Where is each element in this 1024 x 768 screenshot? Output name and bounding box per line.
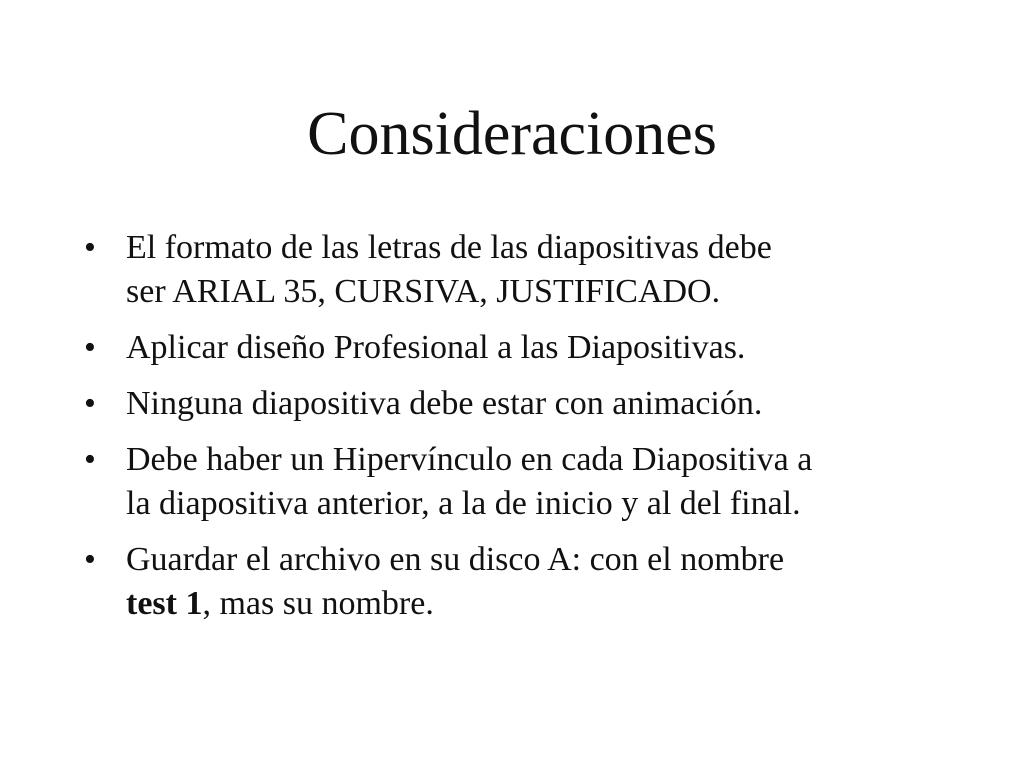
bullet-list	[84, 226, 964, 638]
bullet-text-line: Guardar el archivo en su disco A: con el nombre	[126, 541, 785, 578]
bullet-text-line-mixed	[126, 582, 964, 626]
bullet-text-line: El formato de las letras de las diapositivas debe	[126, 229, 772, 266]
bullet-item-1	[84, 226, 964, 314]
bullet-item-2	[84, 326, 964, 370]
slide-title: Consideraciones	[307, 100, 717, 168]
bullet-icon: •	[84, 229, 96, 266]
bullet-icon: •	[84, 329, 96, 366]
bold-filename: test 1	[126, 585, 203, 622]
bullet-text-line: Debe haber un Hipervínculo en cada Diapositiva a	[126, 441, 813, 478]
bullet-text-line: Aplicar diseño Profesional a las Diapositivas.	[126, 329, 746, 366]
bullet-text-line: ser ARIAL 35, CURSIVA, JUSTIFICADO.	[126, 273, 721, 310]
bullet-text-line: Ninguna diapositiva debe estar con animación.	[126, 385, 763, 422]
bullet-item-4	[84, 438, 964, 526]
bullet-text-line: la diapositiva anterior, a la de inicio y al del final.	[126, 485, 801, 522]
bullet-text-fragment: , mas su nombre.	[202, 585, 434, 622]
bullet-item-3	[84, 382, 964, 426]
bullet-icon: •	[84, 385, 96, 422]
bullet-icon: •	[84, 541, 96, 578]
bullet-icon: •	[84, 441, 96, 478]
bullet-item-5	[84, 538, 964, 626]
